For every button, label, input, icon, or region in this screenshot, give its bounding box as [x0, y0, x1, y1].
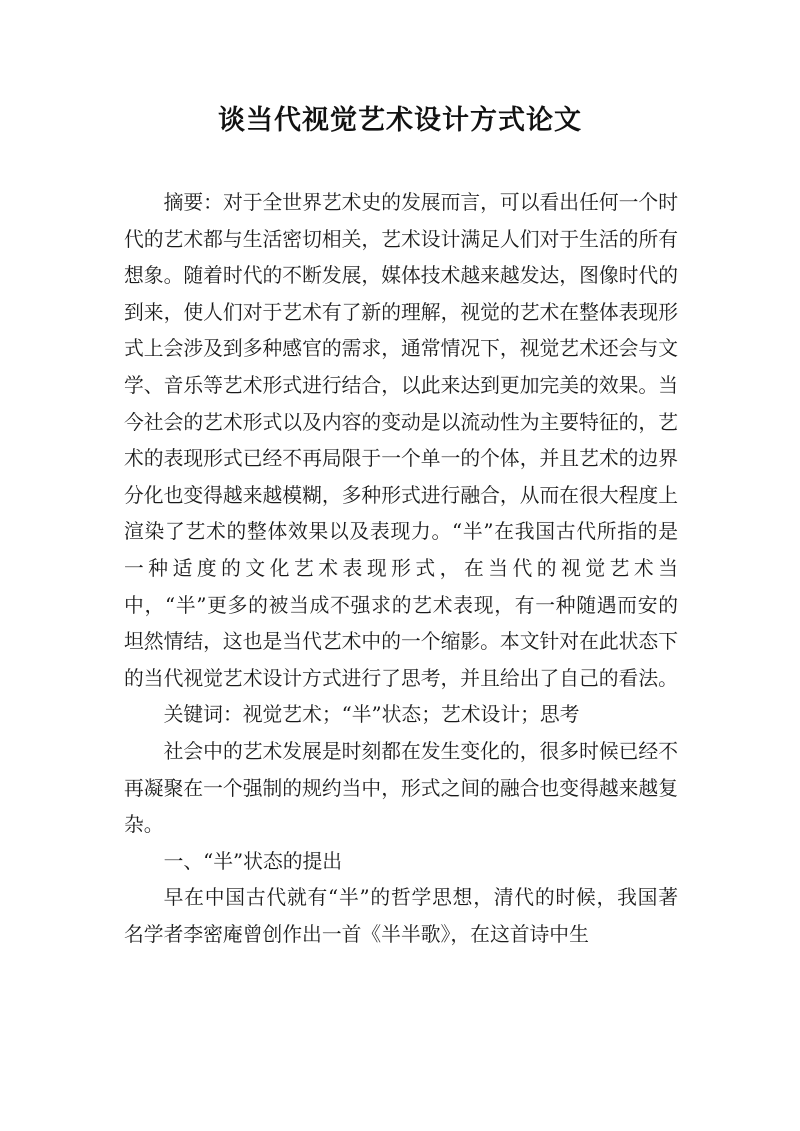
keywords-paragraph: 关键词：视觉艺术；“半”状态；艺术设计；思考	[163, 703, 580, 727]
document-title: 谈当代视觉艺术设计方式论文	[218, 105, 582, 136]
intro-paragraph: 社会中的艺术发展是时刻都在发生变化的，很多时候已经不再凝聚在一个强制的规约当中，形式之间的融合也变得越来越复杂。	[124, 739, 678, 837]
section-paragraph: 早在中国古代就有“半”的哲学思想，清代的时候，我国著名学者李密庵曾创作出一首《半半歌》，在这首诗中生	[124, 886, 678, 946]
section-heading: 一、“半”状态的提出	[163, 849, 343, 873]
abstract-paragraph: 摘要：对于全世界艺术史的发展而言，可以看出任何一个时代的艺术都与生活密切相关，艺术设计满足人们对于生活的所有想象。随着时代的不断发展，媒体技术越来越发达，图像时代的到来，使人们对于艺术有了新的理解，视觉的艺术在整体表现形式上会涉及到多种感官的需求，通常情况下，视觉艺术还会与文学、音乐等艺术形式进行结合，以此来达到更加完美的效果。当今社会的艺术形式以及内容的变动是以流动性为主要特征的，艺术的表现形式已经不再局限于一个单一的个体，并且艺术的边界分化也变得越来越模糊，多种形式进行融合，从而在很大程度上渲染了艺术的整体效果以及表现力。“半”在我国古代所指的是一种适度的文化艺术表现形式，在当代的视觉艺术当中，“半”更多的被当成不强求的艺术表现，有一种随遇而安的坦然情结，这也是当代艺术中的一个缩影。本文针对在此状态下的当代视觉艺术设计方式进行了思考，并且给出了自己的看法。	[124, 191, 678, 690]
document-body	[124, 185, 678, 953]
